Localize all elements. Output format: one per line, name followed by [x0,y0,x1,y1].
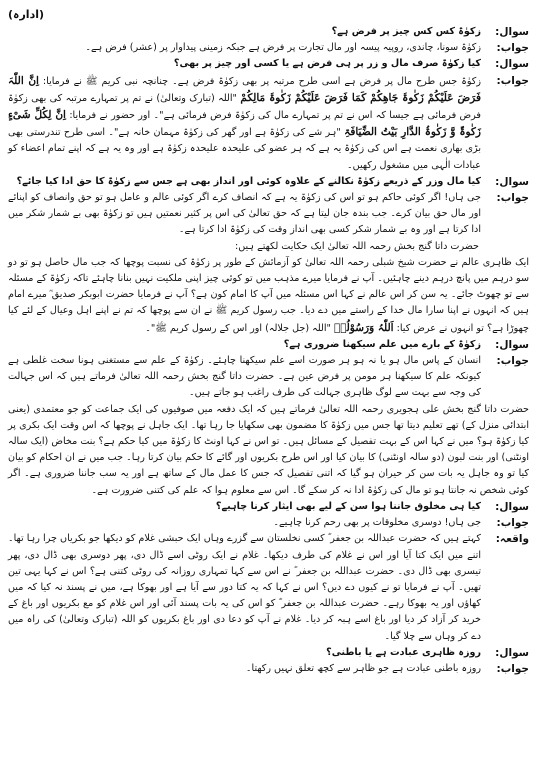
answer-1 [8,40,529,56]
question-3 [8,174,529,190]
question-2 [8,56,529,72]
answer-label: جواب: [496,355,529,368]
question-label: سوال: [495,58,529,71]
answer-text: زکوٰۃ سونا، چاندی، روپیہ پیسہ اور مال تجارت پر فرض ہے جبکہ زمینی پیداوار پر (عشر) فرض ہے۔ [85,42,481,54]
answer-label: جواب: [496,517,529,530]
source-attribution: (ادارہ) [8,8,45,21]
answer-text-part: "اللہ (تبارک وتعالیٰ) نے تم پر تمہارے مرتبہ کی بھی زکوٰۃ فرض فرمائی ہے جیسا کہ اس نے تم پر تمہارے مال کی زکوٰۃ فرض فرمائی ہے"۔ اور حضور نے فرمایا: [8,92,481,122]
answer-4 [8,353,529,402]
answer-5 [8,515,529,531]
answer-text: جی ہاں! اگر کوئی حاکم ہو تو اس کی زکوٰۃ یہ ہے کہ انصاف کرے اگر کوئی عالم و عامل ہو تو حق وانصاف کو اپنائے اور مال حق بیان کرے۔ جب بندہ جان لیتا ہے کہ حق تعالیٰ کی اس پر کثیر نعمتیں ہیں تو زکوٰۃ بھی بے شمار شکر میں ادا کرتا ہے اور وہ بے شمار شکر کسی بھی انداز وقت کی زکوٰۃ ادا کرتا ہے۔ [8,192,481,236]
question-text: روزہ ظاہری عبادت ہے یا باطنی؟ [326,646,481,658]
incident [8,531,529,644]
question-text: کیا مال وزر کے ذریعے زکوٰۃ نکالنے کے علاوہ کوئی اور انداز بھی ہے جس سے زکوٰۃ کا حق ادا کیا جائے؟ [16,175,481,187]
question-label: سوال: [495,175,529,188]
question-4 [8,337,529,353]
question-5 [8,499,529,515]
answer-text-part: زکوٰۃ جس طرح مال پر فرض ہے اسی طرح مرتبہ پر بھی زکوٰۃ فرض ہے۔ چنانچہ نبی کریم ﷺ نے فرمایا: [42,75,481,87]
question-label: سوال: [495,338,529,351]
answer-label: جواب: [496,662,529,675]
arabic-quote: اَللّٰہُ وَرَسُوْلُہٗ [334,321,394,334]
question-label: سوال: [495,646,529,659]
story-body-2: حضرت داتا گنج بخش علی ہجویری رحمہ اللہ تعالیٰ فرماتے ہیں کہ ایک دفعہ میں صوفیوں کی ایک جماعت کو جو معتمدی (یعنی ابتدائی منزل کے) تھے تعلیم دیتا تھا جس میں زکوٰۃ کا مضمون بھی سکھایا جا رہا تھا۔ ایک جاہل نے پوچھا کہ اس وقت ایک بکری پر کیا زکوٰۃ ہو؟ میں نے کہا اس کے بہت تفصیل کے مسائل ہیں۔ تو اس نے کہا اونٹ کا زکوٰۃ میں کیا حکم ہے؟ بنت مخاض (ایک سالہ اونٹنی) اور بنت لبون (دو سالہ اونٹنی) کا بیان کیا اور اس طرح بکریوں اور گائے کا حکم بیان کرتا رہا۔ جب میں نے ان احکام کو بیان کیا تو وہ جاہل یہ بات سن کر حیران ہو گیا کہ اتنی تفصیل کہ جس کا عمل مال کے ساتھ ہے اور یہ سب جاننا ضروری ہے۔ اگر کوئی شخص نہ جانتا ہو تو مال کی زکوٰۃ ادا نہ کر سکے گا۔ اس سے معلوم ہوا کہ علم کی کتنی ضرورت ہے۔ [8,403,529,496]
story-intro: حضرت داتا گنج بخش رحمہ اللہ تعالیٰ ایک حکایت لکھتے ہیں: [235,240,479,252]
answer-text-part: "ہر شے کی زکوٰۃ ہے اور گھر کی زکوٰۃ مہمان خانہ ہے"۔ اسی طرح تندرستی بھی بڑی بھاری نعمت ہے اس کی زکوٰۃ یہ ہے کہ ہر عضو کی علیحدہ علیحدہ زکوٰۃ ہے اور وہ یہ ہے کہ اپنے تمام اعضاء کو عبادات الٰہی میں مشغول رکھیں۔ [8,127,481,171]
answer-6 [8,661,529,677]
answer-text [8,73,481,174]
story-text: "اللہ (جل جلالہ) اور اس کے رسول کریم ﷺ"۔ [145,322,331,334]
question-text: کیا زکوٰۃ صرف مال و زر پر ہی فرض ہے یا کسی اور چیز پر بھی؟ [173,58,481,70]
question-1 [8,24,529,40]
answer-label: جواب: [496,74,529,87]
question-text: زکوٰۃ کس کس چیز پر فرض ہے؟ [331,26,481,37]
question-label: سوال: [495,26,529,38]
answer-label: جواب: [496,42,529,55]
answer-label: جواب: [496,192,529,205]
question-text: کیا ہی مخلوق جاننا ہوا سن کے لیے بھی ایثار کرنا چاہیے؟ [215,500,481,512]
story-text: ایک ظاہری عالم نے حضرت شیخ شبلی رحمہ اللہ تعالیٰ کو آزمائش کے طور پر زکوٰۃ کی نسبت پوچھا کہ جب مال حاصل ہو تو دو سو درہم میں پانچ درہم دینے چاہئیں۔ آپ نے فرمایا میرے مذہب میں تو کوئی چیز اپنی ملکیت نہیں بنانا چاہئے تاکہ زکوٰۃ کے مسئلہ سے تو چھوٹ جائے۔ یہ سن کر اس عالم نے کہا اس مسئلہ میں آپ کا امام کون ہے؟ آپ نے فرمایا حضرت ابوبکر صدیق ؓ میرے امام ہیں کہ انہوں نے اپنا سارا مال خدا کے راستے میں دے دیا۔ جب رسول کریم ﷺ نے ان سے پوچھا کہ تم نے اپنے اہل وعیال کے لئے کیا چھوڑا ہے؟ تو انہوں نے عرض کیا: [8,256,529,334]
question-text: زکوٰۃ کے بارے میں علم سیکھنا ضروری ہے؟ [283,338,481,350]
question-6 [8,645,529,661]
question-label: سوال: [495,500,529,513]
answer-2 [8,73,529,174]
story-body [8,255,529,337]
arabic-hadith-2: اِنَّ لِکُلِّ شَیْءٍ زَکٰوۃٌ وَّ زَکٰوۃُ الدَّارِ بَیْتُ الضِّیَافَۃِ [8,109,481,139]
answer-3 [8,190,529,239]
answer-text: روزہ باطنی عبادت ہے جو ظاہر سے کچھ تعلق نہیں رکھتا۔ [245,662,481,674]
incident-text: کہتے ہیں کہ حضرت عبداللہ بن جعفر ؓ کسی نخلستان سے گزرے وہاں ایک حبشی غلام کو دیکھا جو بکریاں چرا رہا تھا۔ اتنے میں ایک کتا آیا اور اس نے غلام کی طرف دیکھا۔ غلام نے ایک روٹی اسے ڈال دی، پھر دوسری بھی ڈال دی، پھر تیسری بھی ڈال دی۔ حضرت عبداللہ بن جعفر ؓ نے اس سے کہا تمہاری روزانہ کی روٹی کتنی ہے؟ اس نے کہا یہی تین تھیں۔ آپ نے فرمایا تو نے کیوں دے دیں؟ اس نے کہا کہ یہ کتا دور سے آیا ہے اور بھوکا ہے، میں نے پسند نہ کیا کہ میں کھاؤں اور یہ بھوکا رہے۔ حضرت عبداللہ بن جعفر ؓ کو اس کی یہ بات پسند آئی اور اس غلام کو مع بکریوں اور باغ کے خرید کر آزاد کر دیا اور باغ اسے ہبہ کر دیا۔ غلام نے آپ کو دعا دی اور باغ بکریوں کو اللہ (تبارک وتعالیٰ) کی راہ میں دے کر وہاں سے چلا گیا۔ [8,533,481,642]
incident-label: واقعہ: [495,533,529,546]
answer-text: انسان کے پاس مال ہو یا نہ ہو ہر صورت اسے علم سیکھنا چاہئے۔ زکوٰۃ کے علم سے مستغنی ہونا سخت غلطی ہے کیونکہ علم کا سیکھنا ہر مومن پر فرض عین ہے۔ حضرت داتا گنج بخش رحمہ اللہ تعالیٰ فرماتے ہیں کہ اس جہالت کی وجہ سے بہت سے لوگ ظاہری جہالت کی طرف راغب ہو جاتے ہیں۔ [8,355,481,399]
arabic-hadith-1: اِنَّ اللّٰہَ فَرَضَ عَلَیْکُمْ زَکٰوۃَ جَاھِکُمْ کَمَا فَرَضَ عَلَیْکُمْ زَکٰوۃَ مَالِکُمْ [8,74,481,104]
answer-text: جی ہاں! دوسری مخلوقات پر بھی رحم کرنا چاہیے۔ [273,517,481,529]
